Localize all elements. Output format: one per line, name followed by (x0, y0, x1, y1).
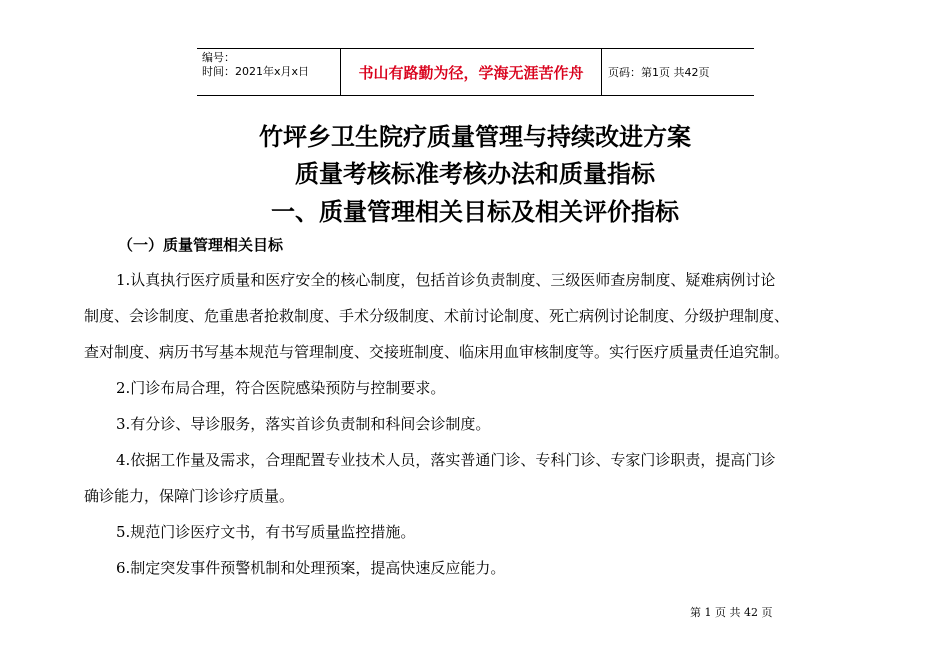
document-title: 竹坪乡卫生院疗质量管理与持续改进方案 (259, 123, 691, 151)
header-table (197, 48, 754, 96)
paragraph-line: 查对制度、病历书写基本规范与管理制度、交接班制度、临床用血审核制度等。实行医疗质量责任追究制。 (84, 343, 790, 361)
paragraph-line: 2.门诊布局合理，符合医院感染预防与控制要求。 (116, 379, 446, 397)
header-meta (197, 49, 340, 95)
paragraph-line: 制度、会诊制度、危重患者抢救制度、手术分级制度、术前讨论制度、死亡病例讨论制度、分级护理制度、 (84, 307, 790, 325)
page-footer: 第 1 页 共 42 页 (690, 606, 773, 619)
page-label: 页码：第1页 共42页 (608, 66, 710, 79)
paragraph-line: 6.制定突发事件预警机制和处理预案，提高快速反应能力。 (116, 559, 506, 577)
subsection-heading: （一）质量管理相关目标 (118, 236, 284, 254)
date-label: 时间：2021年x月x日 (202, 65, 310, 78)
paragraph-line: 5.规范门诊医疗文书，有书写质量监控措施。 (116, 523, 416, 541)
document-subtitle: 质量考核标准考核办法和质量指标 (295, 160, 655, 188)
paragraph-line: 3.有分诊、导诊服务，落实首诊负责制和科间会诊制度。 (116, 415, 491, 433)
section-title: 一、质量管理相关目标及相关评价指标 (271, 198, 679, 226)
number-label: 编号： (202, 51, 235, 64)
paragraph-line: 4.依据工作量及需求，合理配置专业技术人员，落实普通门诊、专科门诊、专家门诊职责，提高门诊 (116, 451, 776, 469)
paragraph-line: 1.认真执行医疗质量和医疗安全的核心制度，包括首诊负责制度、三级医师查房制度、疑难病例讨论 (116, 271, 776, 289)
paragraph-line: 确诊能力，保障门诊诊疗质量。 (84, 487, 295, 505)
motto: 书山有路勤为径，学海无涯苦作舟 (340, 49, 602, 95)
